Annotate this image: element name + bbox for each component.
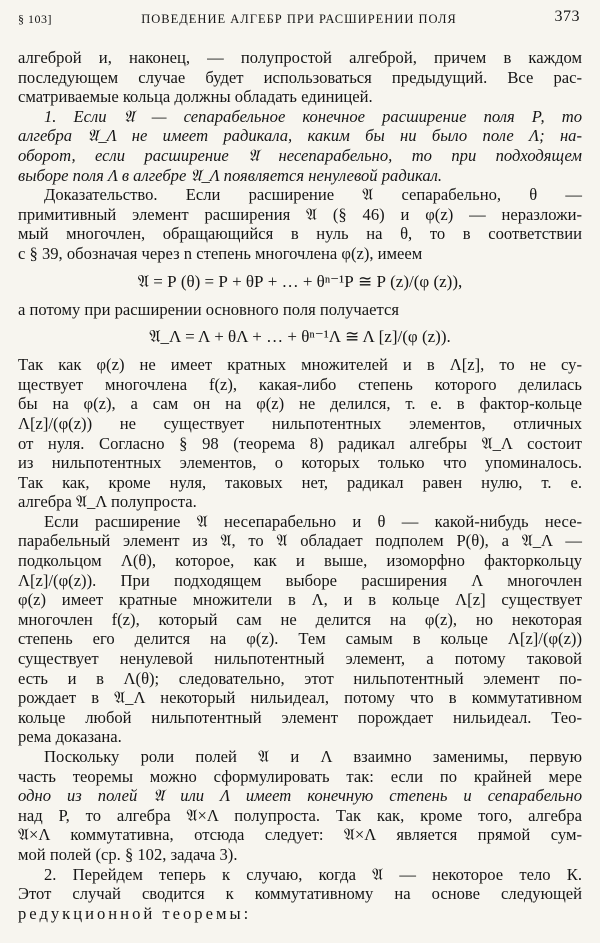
text-line: часть теоремы можно сформулировать так: если по крайней мере (18, 766, 582, 786)
text-line: ществует многочлена f(z), какая-либо степень которого делилась (18, 374, 582, 394)
text-line: выборе поля Λ в алгебре 𝔄_Λ появляется ненулевой радикал. (18, 165, 443, 185)
text-line: многочлен f(z), который сам не делится на φ(z), но некоторая (18, 609, 582, 629)
text-line: от нуля. Согласно § 98 (теорема 8) радикал алгебры 𝔄_Λ состоит (18, 433, 582, 453)
text-line: Так как, кроме нуля, таковых нет, радикал равен нулю, т. е. (18, 472, 582, 492)
text-line: есть и в Λ(θ); следовательно, этот нильпотентный элемент по- (18, 668, 582, 688)
text-line: из нильпотентных элементов, о которых только что упоминалось. (18, 453, 582, 473)
text-line: степень его делится на φ(z). Тем самым в кольце Λ[z]/(φ(z)) (18, 629, 582, 649)
text-line: мой полей (ср. § 102, задача 3). (18, 844, 238, 864)
text-line: оборот, если расширение 𝔄 несепарабельно, то при подходящем (18, 145, 582, 165)
page-body-text (18, 48, 582, 923)
text-line: алгеброй и, наконец, — полупростой алгеброй, причем в каждом (18, 48, 582, 67)
text-line: 1. Если 𝔄 — сепарабельное конечное расширение поля Р, то (44, 106, 582, 126)
text-line: Если расширение 𝔄 несепарабельно и θ — какой-нибудь несе- (44, 511, 582, 531)
text-line: кольце любой нильпотентный элемент порождает нильидеал. Тео- (18, 707, 582, 727)
text-line: алгебра 𝔄_Λ не имеет радикала, каким бы ни было поле Λ; на- (18, 126, 582, 146)
text-line: подкольцом Λ(θ), которое, как и выше, изоморфно факторкольцу (18, 551, 582, 571)
text-line: примитивный элемент расширения 𝔄 (§ 46) и φ(z) — неразложи- (18, 204, 582, 224)
running-header (18, 8, 580, 30)
text-line: Λ[z]/(φ(z)). При подходящем выборе расширения Λ многочлен (18, 570, 582, 590)
page-number: 373 (554, 8, 580, 25)
text-line: над Р, то алгебра 𝔄×Λ полупроста. Так как, кроме того, алгебра (18, 805, 582, 825)
text-line: Доказательство. Если расширение 𝔄 сепарабельно, θ — (44, 185, 582, 205)
display-equation: 𝔄 = Р (θ) = Р + θР + … + θⁿ⁻¹Р ≅ Р (z)/(φ (z)), (137, 271, 463, 291)
text-line: Этот случай сводится к коммутативному на основе следующей (18, 884, 582, 904)
text-line: сматриваемые кольца должны обладать единицей. (18, 87, 373, 107)
text-line: с § 39, обозначая через n степень многочлена φ(z), имеем (18, 243, 423, 263)
text-line: φ(z) имеет кратные множители в Λ, и в кольце Λ[z] существует (18, 590, 582, 610)
display-equation: 𝔄_Λ = Λ + θΛ + … + θⁿ⁻¹Λ ≅ Λ [z]/(φ (z)). (149, 327, 451, 347)
section-ref: § 103] (18, 12, 52, 26)
text-line: Λ[z]/(φ(z)) не существует нильпотентных элементов, отличных (18, 413, 582, 433)
text-line: мый многочлен, обращающийся в нуль на θ, то в соответствии (18, 224, 582, 244)
text-line: 2. Перейдем теперь к случаю, когда 𝔄 — некоторое тело К. (44, 864, 582, 884)
running-title: ПОВЕДЕНИЕ АЛГЕБР ПРИ РАСШИРЕНИИ ПОЛЯ (141, 12, 457, 26)
text-line: одно из полей 𝔄 или Λ имеет конечную степень и сепарабельно (18, 786, 582, 806)
text-line: Поскольку роли полей 𝔄 и Λ взаимно заменимы, первую (44, 747, 582, 766)
text-line: бы на φ(z), а сам он на φ(z) не делился, т. е. в фактор-кольце (18, 394, 582, 414)
text-line: рождает в 𝔄_Λ некоторый нильидеал, потому что в коммутативном (18, 688, 582, 708)
text-line: рема доказана. (18, 727, 122, 747)
text-line: 𝔄×Λ коммутативна, отсюда следует: 𝔄×Λ является прямой сум- (18, 825, 582, 845)
text-line: а потому при расширении основного поля получается (18, 299, 399, 319)
text-line: редукционной теоремы: (18, 903, 252, 923)
text-line: алгебра 𝔄_Λ полупроста. (18, 492, 197, 512)
text-line: существует ненулевой нильпотентный элемент, а потому таковой (18, 649, 582, 669)
text-line: парабельный элемент из 𝔄, то 𝔄 обладает подполем Р(θ), а 𝔄_Λ — (18, 531, 582, 551)
text-line: Так как φ(z) не имеет кратных множителей и в Λ[z], то не су- (18, 355, 582, 375)
text-line: последующем случае будет использоваться предыдущий. Все рас- (18, 67, 582, 87)
